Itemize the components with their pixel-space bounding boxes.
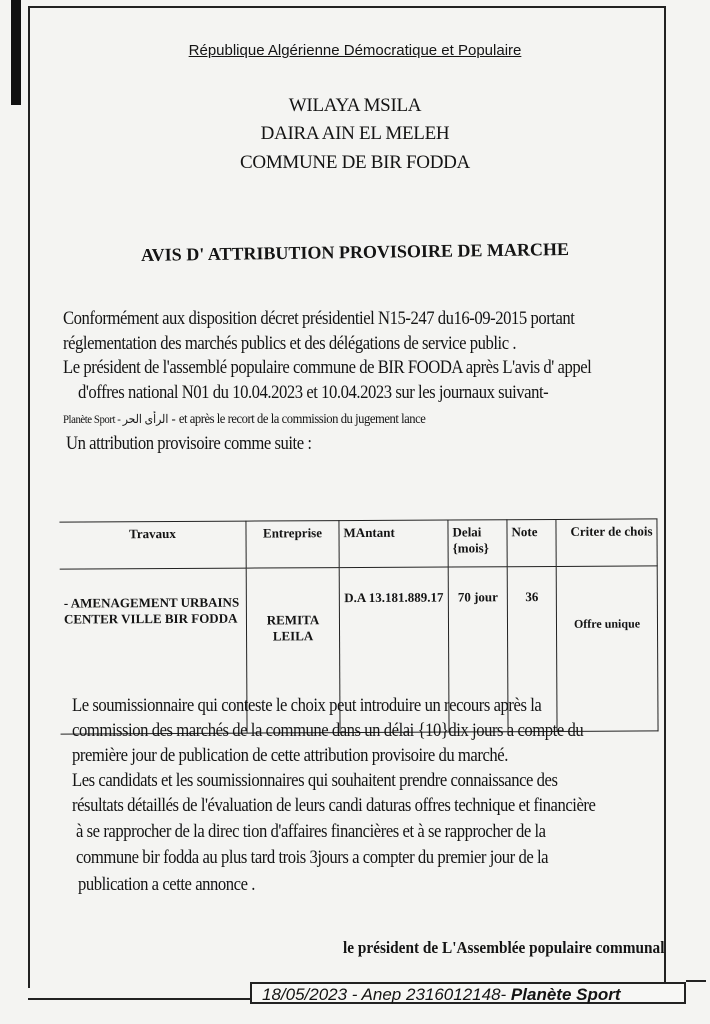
cell-delai: 70 jour xyxy=(448,567,508,732)
intro-line: réglementation des marchés publics et des délégations de service public . xyxy=(63,334,517,354)
col-note: Note xyxy=(507,519,556,566)
intro-line: Conformément aux disposition décret présidentiel N15-247 du16-09-2015 portant xyxy=(63,309,575,329)
intro-line: Le président de l'assemblé populaire commune de BIR FOODA après L'avis d' appel xyxy=(63,358,592,378)
journals: Planète Sport - الرأى الحر xyxy=(63,412,169,426)
recours-line: résultats détaillés de l'évaluation de leurs candi daturas offres technique et financière xyxy=(72,796,596,816)
col-delai: Delai {mois} xyxy=(448,520,507,567)
recours-line: Le soumissionnaire qui conteste le choix peut introduire un recours après la xyxy=(72,696,542,716)
document-border-bottom xyxy=(28,998,250,1000)
col-critere: Criter de chois xyxy=(556,519,657,567)
footer-paper: Planète Sport xyxy=(510,985,621,1004)
recours-line: publication a cette annonce . xyxy=(78,875,255,895)
intro-line: d'offres national N01 du 10.04.2023 et 10.04.2023 sur les journaux suivant- xyxy=(78,383,549,403)
intro-line: Un attribution provisoire comme suite : xyxy=(66,434,312,454)
recours-line: Les candidats et les soumissionnaires qui souhaitent prendre connaissance des xyxy=(72,771,558,791)
footer-ref: 18/05/2023 - Anep 2316012148- xyxy=(262,985,511,1004)
cell-critere: Offre unique xyxy=(556,566,658,732)
intro-line-journals xyxy=(63,412,425,428)
recours-line: première jour de publication de cette attribution provisoire du marché. xyxy=(72,746,508,766)
commune: COMMUNE DE BIR FODDA xyxy=(240,152,470,173)
cell-montant: D.A 13.181.889.17 xyxy=(339,567,449,733)
commission-text: - et après le recort de la commission du jugement lance xyxy=(168,412,426,427)
recours-line: à se rapprocher de la direc tion d'affaires financières et à se rapprocher de la xyxy=(76,822,546,842)
publication-footer xyxy=(250,982,686,1004)
cell-note: 36 xyxy=(507,566,557,731)
cell-travaux: - AMENAGEMENT URBAINS CENTER VILLE BIR FODDA xyxy=(60,568,247,734)
document-border-right-stub xyxy=(686,980,706,982)
cell-entreprise: REMITA LEILA xyxy=(246,568,340,733)
col-entreprise: Entreprise xyxy=(246,521,339,568)
table-header-row xyxy=(59,519,657,569)
recours-line: commission des marchés de la commune dans un délai {10}dix jours a compte du xyxy=(72,721,584,741)
col-travaux: Travaux xyxy=(59,521,246,569)
recours-line: commune bir fodda au plus tard trois 3jours a compter du premier jour de la xyxy=(76,848,549,868)
daira: DAIRA AIN EL MELEH xyxy=(260,123,450,144)
col-montant: MAntant xyxy=(339,520,448,568)
notice-title: AVIS D' ATTRIBUTION PROVISOIRE DE MARCHE xyxy=(140,239,570,265)
signature: le président de L'Assemblée populaire communal xyxy=(343,938,665,957)
republic-header: République Algérienne Démocratique et Populaire xyxy=(188,42,522,59)
wilaya: WILAYA MSILA xyxy=(288,95,422,116)
